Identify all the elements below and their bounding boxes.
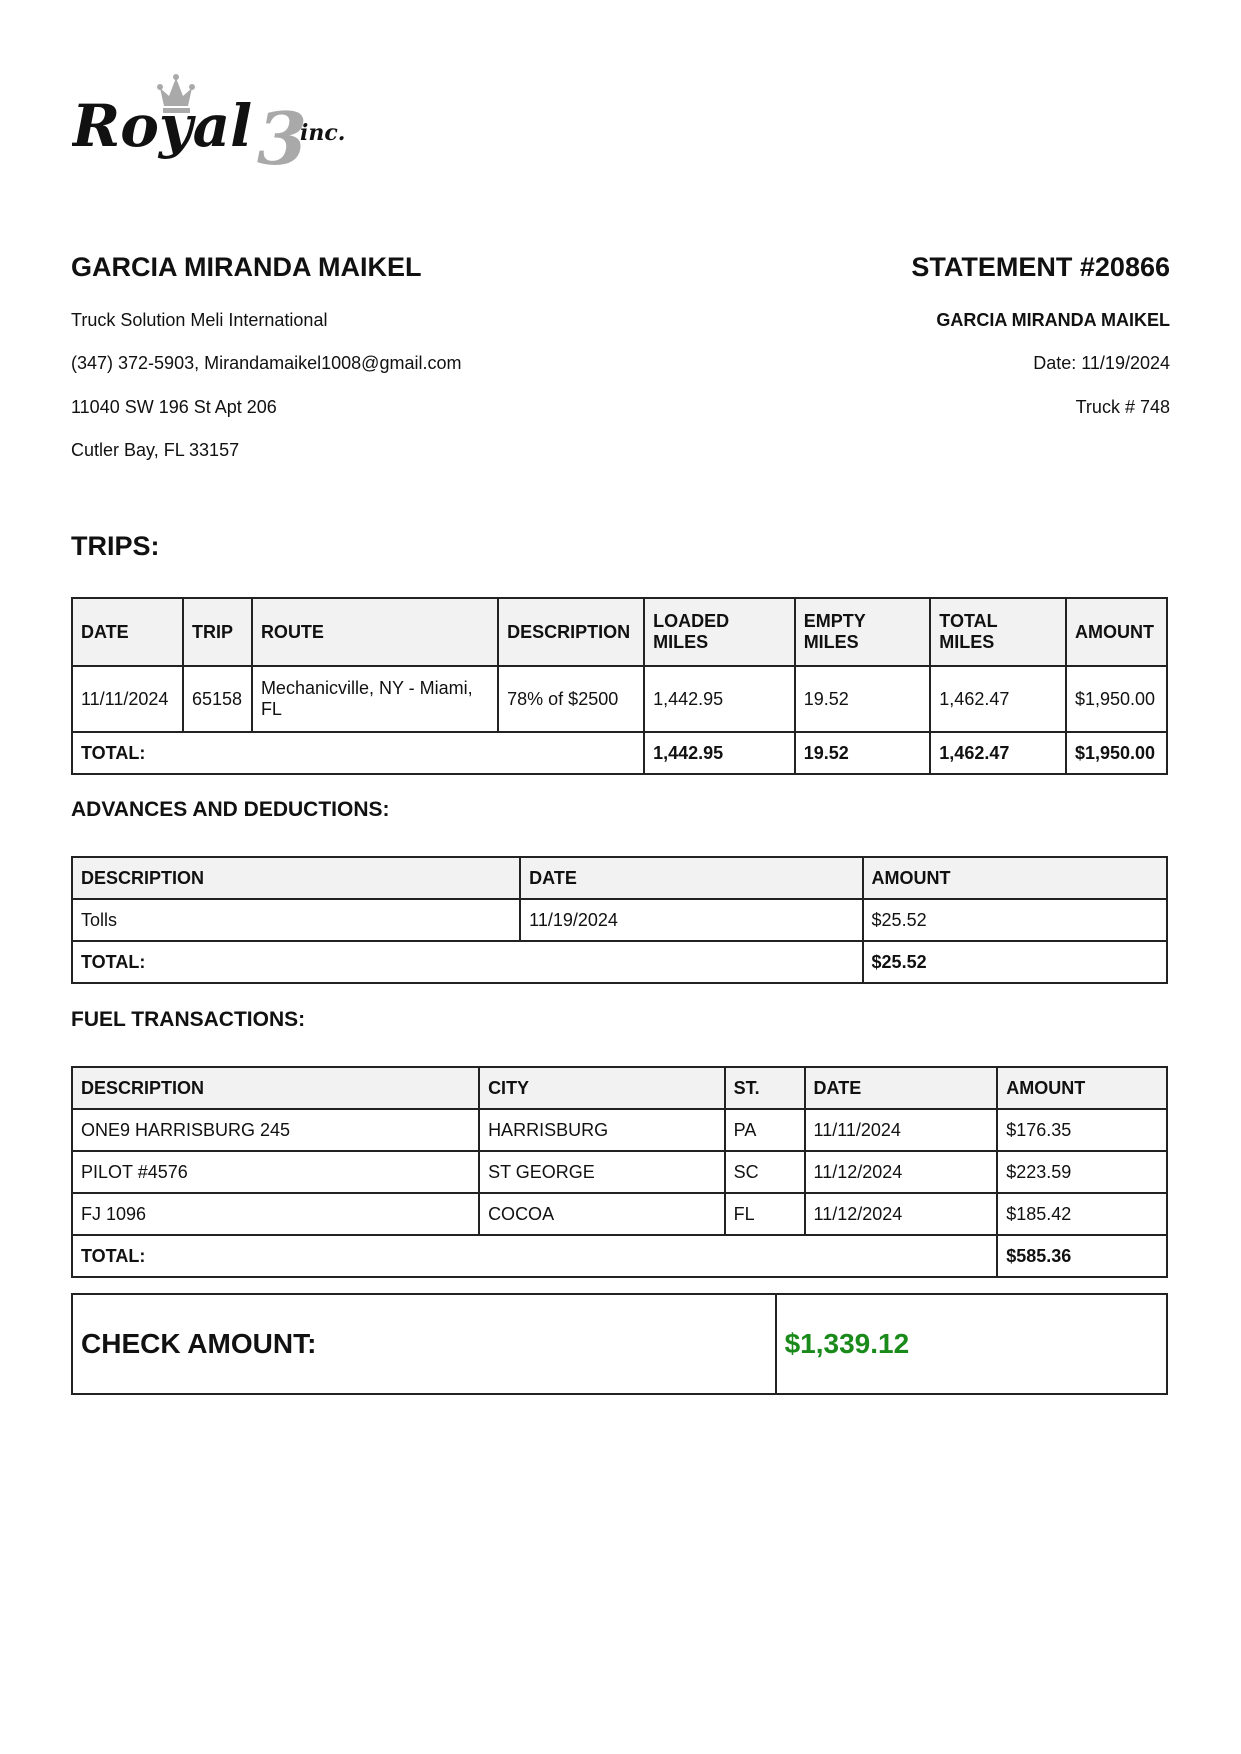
- fuel-city: COCOA: [479, 1193, 725, 1235]
- fuel-date: 11/12/2024: [805, 1193, 998, 1235]
- table-header-row: [72, 598, 1167, 666]
- column-header: LOADED MILES: [644, 598, 795, 666]
- fuel-date: 11/11/2024: [805, 1109, 998, 1151]
- driver-contact: (347) 372-5903, Mirandamaikel1008@gmail.com: [71, 353, 462, 373]
- driver-company: Truck Solution Meli International: [71, 310, 328, 330]
- company-logo: [72, 74, 402, 194]
- advance-date: 11/19/2024: [520, 899, 862, 941]
- advance-description: Tolls: [72, 899, 520, 941]
- advance-amount: $25.52: [863, 899, 1167, 941]
- trip-empty-miles: 19.52: [795, 666, 931, 732]
- fuel-city: HARRISBURG: [479, 1109, 725, 1151]
- column-header: DATE: [72, 598, 183, 666]
- logo-number: 3: [257, 96, 308, 181]
- trip-loaded-miles: 1,442.95: [644, 666, 795, 732]
- fuel-date: 11/12/2024: [805, 1151, 998, 1193]
- total-amount: $585.36: [997, 1235, 1167, 1277]
- table-row: [72, 1151, 1167, 1193]
- table-header-row: [72, 1067, 1167, 1109]
- column-header: CITY: [479, 1067, 725, 1109]
- fuel-total-row: [72, 1235, 1167, 1277]
- check-row: [72, 1294, 1167, 1394]
- table-row: [72, 1193, 1167, 1235]
- fuel-state: FL: [725, 1193, 805, 1235]
- trip-route: Mechanicville, NY - Miami, FL: [252, 666, 498, 732]
- check-amount-value: $1,339.12: [776, 1294, 1167, 1394]
- fuel-title: FUEL TRANSACTIONS:: [71, 1008, 306, 1031]
- logo-wordmark: Royal: [72, 92, 253, 160]
- total-amount: $1,950.00: [1066, 732, 1167, 774]
- logo-suffix: inc.: [300, 120, 346, 146]
- column-header: DESCRIPTION: [72, 1067, 479, 1109]
- total-label: TOTAL:: [72, 732, 644, 774]
- total-label: TOTAL:: [72, 1235, 997, 1277]
- check-amount-table: [71, 1293, 1168, 1395]
- column-header: DESCRIPTION: [72, 857, 520, 899]
- fuel-state: PA: [725, 1109, 805, 1151]
- driver-address-line2: Cutler Bay, FL 33157: [71, 440, 240, 460]
- statement-info: [670, 249, 1170, 417]
- trips-total-row: [72, 732, 1167, 774]
- column-header: DESCRIPTION: [498, 598, 644, 666]
- total-empty-miles: 19.52: [795, 732, 931, 774]
- fuel-description: FJ 1096: [72, 1193, 479, 1235]
- fuel-description: PILOT #4576: [72, 1151, 479, 1193]
- total-label: TOTAL:: [72, 941, 863, 983]
- advances-title: ADVANCES AND DEDUCTIONS:: [71, 798, 390, 821]
- column-header: ROUTE: [252, 598, 498, 666]
- statement-date: Date: 11/19/2024: [1033, 353, 1170, 373]
- table-header-row: [72, 857, 1167, 899]
- fuel-amount: $176.35: [997, 1109, 1167, 1151]
- check-amount-label: CHECK AMOUNT:: [72, 1294, 776, 1394]
- driver-info: [71, 249, 631, 460]
- total-amount: $25.52: [863, 941, 1167, 983]
- statement-title: STATEMENT #20866: [911, 252, 1170, 282]
- statement-truck: Truck # 748: [1075, 397, 1170, 417]
- advances-table: [71, 856, 1168, 984]
- total-miles: 1,462.47: [930, 732, 1066, 774]
- trip-description: 78% of $2500: [498, 666, 644, 732]
- driver-address-line1: 11040 SW 196 St Apt 206: [71, 397, 277, 417]
- column-header: EMPTY MILES: [795, 598, 931, 666]
- trip-total-miles: 1,462.47: [930, 666, 1066, 732]
- column-header: DATE: [520, 857, 862, 899]
- column-header: DATE: [805, 1067, 998, 1109]
- column-header: AMOUNT: [1066, 598, 1167, 666]
- advances-total-row: [72, 941, 1167, 983]
- trip-date: 11/11/2024: [72, 666, 183, 732]
- total-loaded-miles: 1,442.95: [644, 732, 795, 774]
- trips-title: TRIPS:: [71, 531, 160, 561]
- fuel-table: [71, 1066, 1168, 1278]
- table-row: [72, 666, 1167, 732]
- fuel-amount: $185.42: [997, 1193, 1167, 1235]
- statement-driver-name: GARCIA MIRANDA MAIKEL: [936, 310, 1170, 330]
- trips-table: [71, 597, 1168, 775]
- fuel-description: ONE9 HARRISBURG 245: [72, 1109, 479, 1151]
- column-header: TOTAL MILES: [930, 598, 1066, 666]
- fuel-amount: $223.59: [997, 1151, 1167, 1193]
- table-row: [72, 1109, 1167, 1151]
- column-header: ST.: [725, 1067, 805, 1109]
- trip-number: 65158: [183, 666, 252, 732]
- driver-name: GARCIA MIRANDA MAIKEL: [71, 252, 422, 282]
- column-header: AMOUNT: [997, 1067, 1167, 1109]
- column-header: TRIP: [183, 598, 252, 666]
- trip-amount: $1,950.00: [1066, 666, 1167, 732]
- column-header: AMOUNT: [863, 857, 1167, 899]
- table-row: [72, 899, 1167, 941]
- fuel-city: ST GEORGE: [479, 1151, 725, 1193]
- fuel-state: SC: [725, 1151, 805, 1193]
